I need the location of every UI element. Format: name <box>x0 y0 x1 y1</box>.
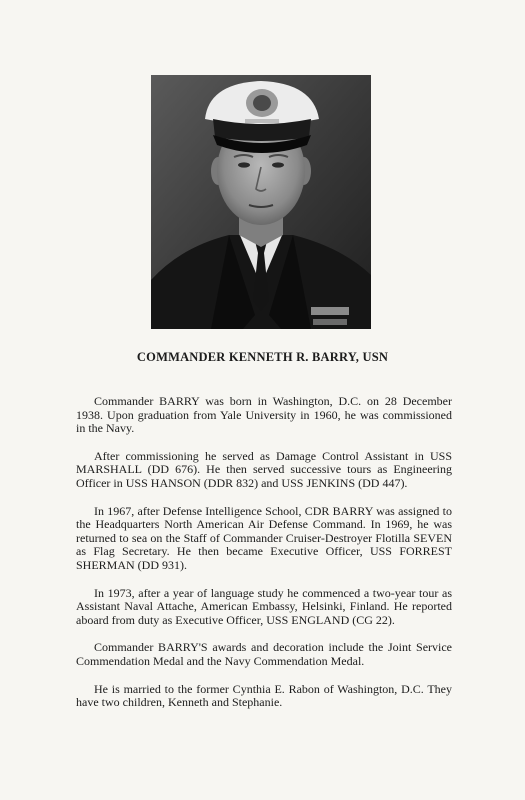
biography-text <box>76 395 452 724</box>
bio-paragraph: In 1967, after Defense Intelligence School, CDR BARRY was assigned to the Headquarters North American Air Defense Command. In 1969, he was returned to sea on the Staff of Commander Cruiser-Destroyer Flotilla SEVEN as Flag Secretary. He then became Executive Officer, USS FORREST SHERMAN (DD 931). <box>76 503 452 572</box>
bio-paragraph: After commissioning he served as Damage Control Assistant in USS MARSHALL (DD 676). He then served successive tours as Engineering Officer in USS HANSON (DDR 832) and USS JENKINS (DD 447). <box>76 448 452 490</box>
bio-paragraph: In 1973, after a year of language study he commenced a two-year tour as Assistant Naval Attache, American Embassy, Helsinki, Finland. He reported aboard from duty as Executive Officer, USS ENGLAND (CG 22). <box>76 585 452 627</box>
officer-portrait-photo <box>151 75 371 329</box>
bio-paragraph: Commander BARRY was born in Washington, D.C. on 28 December 1938. Upon graduation from Yale University in 1960, he was commissioned in the Navy. <box>76 394 452 436</box>
bio-paragraph: Commander BARRY'S awards and decoration include the Joint Service Commendation Medal and the Navy Commendation Medal. <box>76 640 452 668</box>
bio-paragraph: He is married to the former Cynthia E. Rabon of Washington, D.C. They have two children, Kenneth and Stephanie. <box>76 681 452 710</box>
officer-name-caption: COMMANDER KENNETH R. BARRY, USN <box>136 350 389 364</box>
